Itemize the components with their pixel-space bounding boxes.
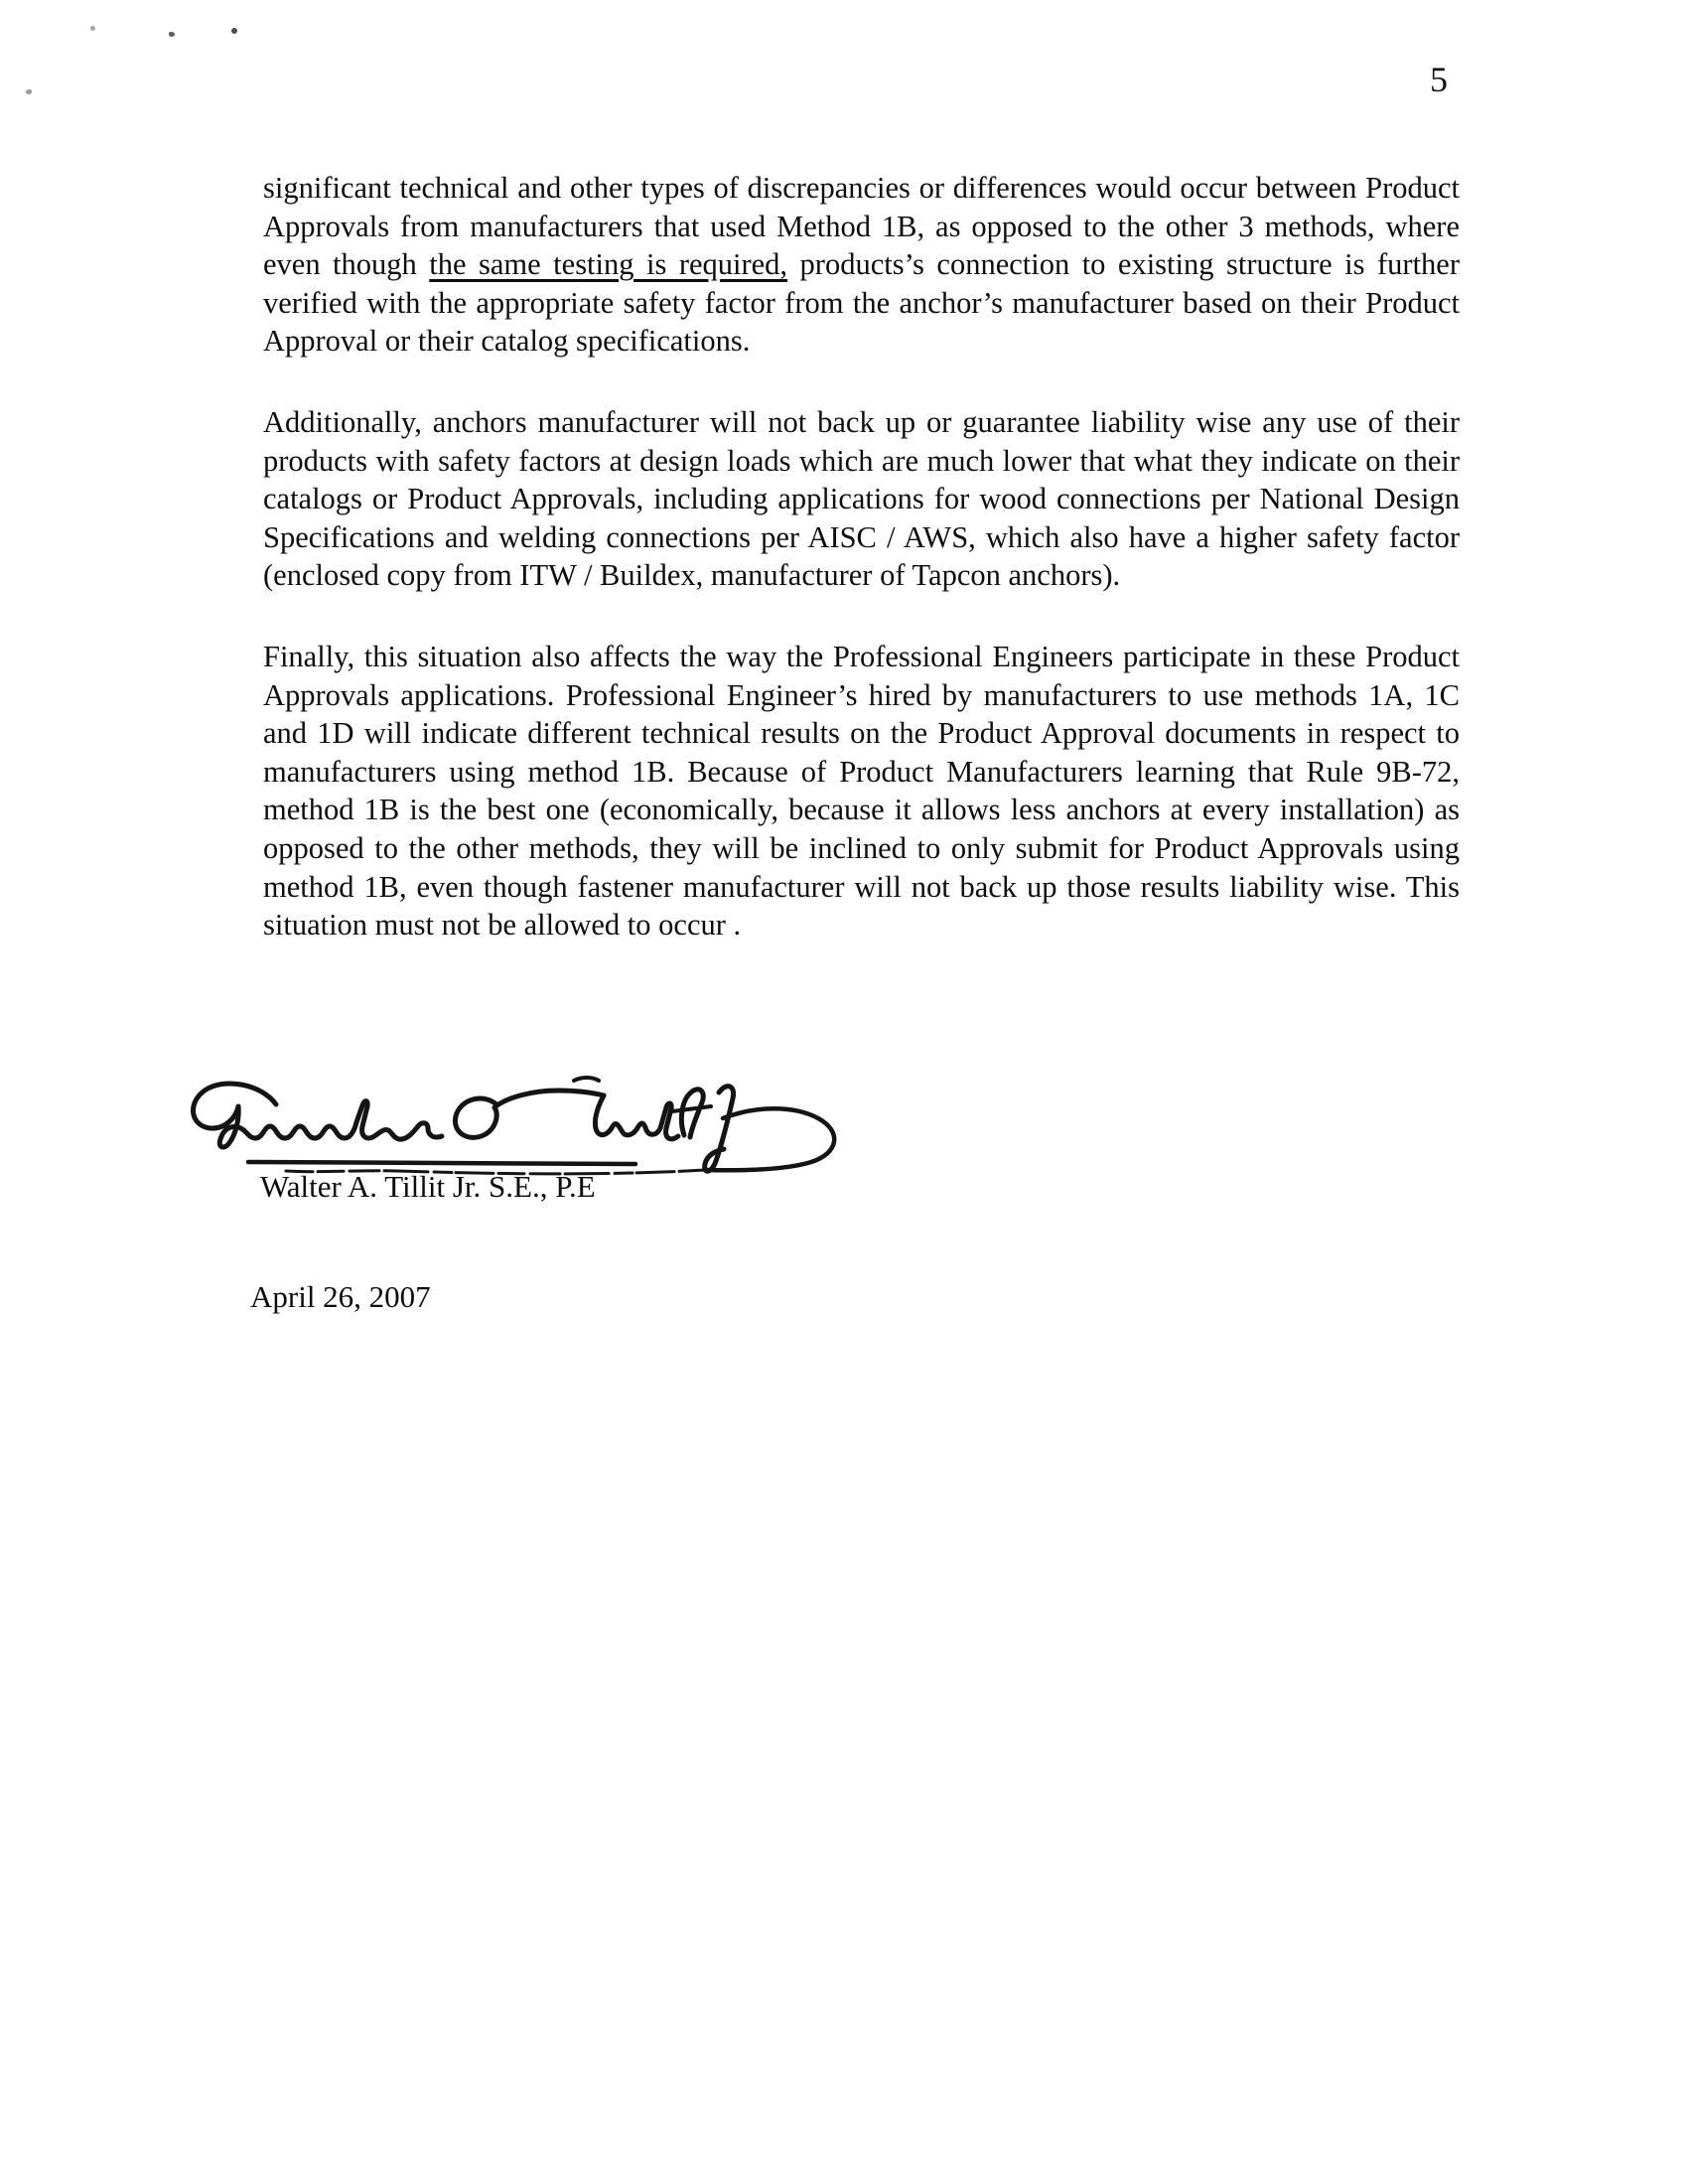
paragraph-2: Additionally, anchors manufacturer will not back up or guarantee liability wise any use of their products with safety factors at design loads which are much lower that what they indicate on their catalogs or Product Approvals, including applications for wood connections per National Design Specifications and welding connections per AISC / AWS, which also have a higher safety factor (enclosed copy from ITW / Buildex, manufacturer of Tapcon anchors). [263,404,1460,593]
paragraph-3: Finally, this situation also affects the way the Professional Engineers participate in these Product Approvals applications. Professional Engineer’s hired by manufacturers to use methods 1A, 1C and 1D will indicate different technical results on the Product Approval documents in respect to manufacturers using method 1B. Because of Product Manufacturers learning that Rule 9B-72, method 1B is the best one (economically, because it allows less anchors at every installation) as opposed to the other methods, they will be inclined to only submit for Product Approvals using method 1B, even though fastener manufacturer will not back up those results liability wise. This situation must not be allowed to occur . [263,639,1460,943]
signatory-name: Walter A. Tillit Jr. S.E., P.E [260,1169,596,1204]
scan-speckle [169,32,175,37]
letter-body [263,169,1460,987]
paragraph-1-text-continued: products’s connection to existing structure is further verified with the appropriate safety factor from the anchor’s manufacturer based on their Product Approval or their catalog specifications. [263,247,1460,359]
scan-speckle [26,89,32,94]
paragraph-1-text: significant technical and other types of discrepancies or differences would occur between Product Approvals from manufacturers that used Method 1B, as opposed to the other 3 methods, where even though [263,171,1460,282]
letter-date: April 26, 2007 [250,1279,431,1314]
underlined-phrase: the same testing is required, [429,247,788,282]
scan-speckle [231,28,237,34]
paragraph-1 [263,169,1460,361]
scan-speckle [90,26,95,31]
page-number: 5 [1430,60,1448,99]
